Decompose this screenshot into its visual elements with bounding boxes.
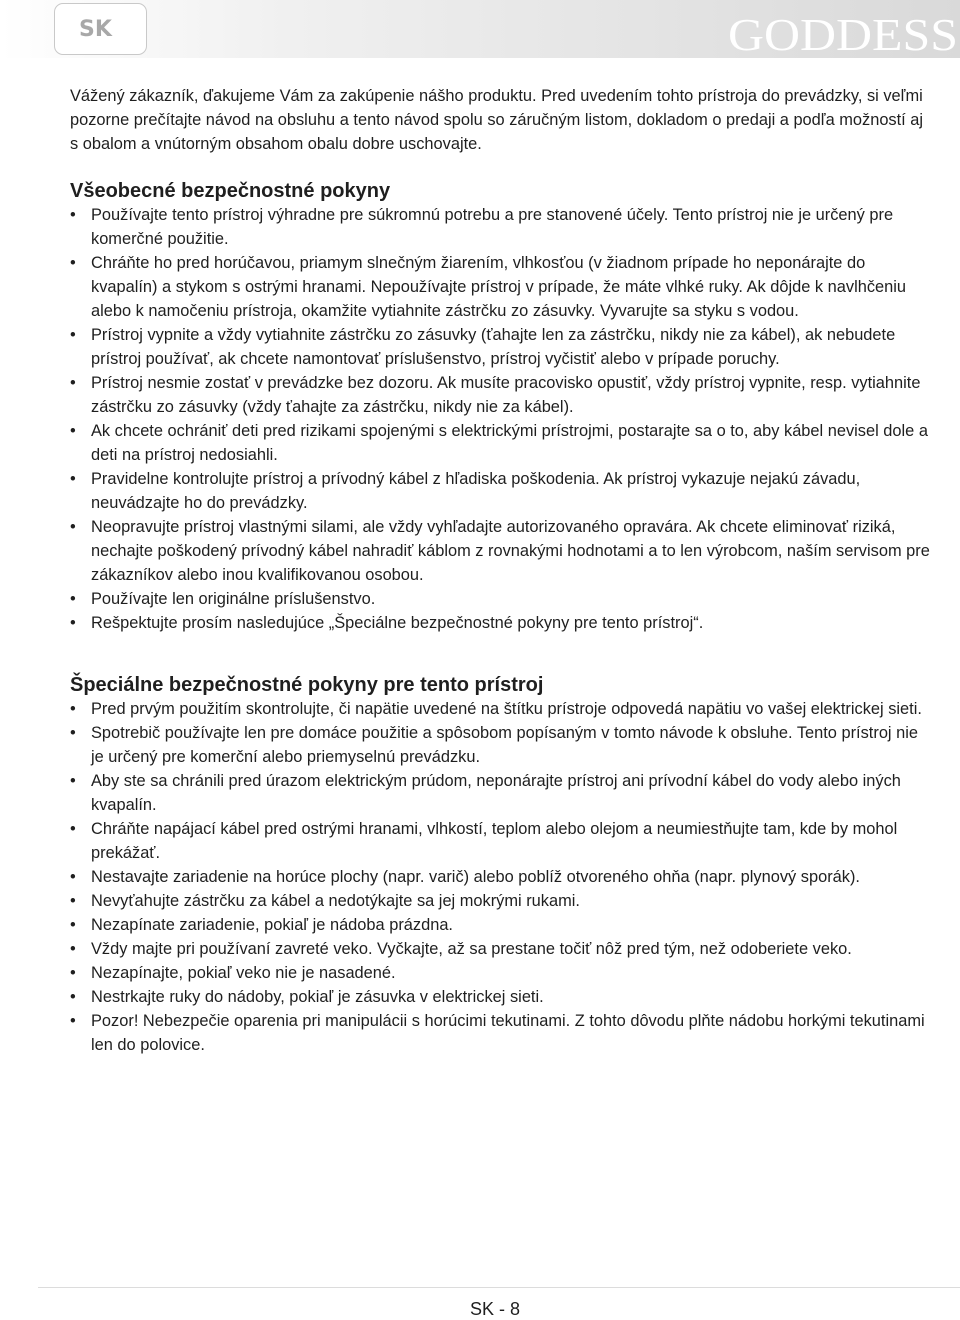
- section-title-special-safety: Špeciálne bezpečnostné pokyny pre tento prístroj: [70, 674, 544, 696]
- list-item: • Pravidelne kontrolujte prístroj a prívodný kábel z hľadiska poškodenia. Ak prístroj vykazuje nejakú závadu, neuvádzajte ho do prevádzky.: [70, 467, 930, 515]
- footer-divider: [38, 1287, 960, 1288]
- list-item: • Nestrkajte ruky do nádoby, pokiaľ je zásuvka v elektrickej sieti.: [70, 985, 930, 1009]
- page-number: SK - 8: [469, 1299, 521, 1319]
- list-item: • Neopravujte prístroj vlastnými silami, ale vždy vyhľadajte autorizovaného opravára. Ak chcete eliminovať riziká, nechajte poškodený prívodný kábel nahradiť káblom z rovnakými hodnotami a to len výrobcom, naším servisom pre zákazníkov alebo inou kvalifikovanou osobou.: [70, 515, 930, 587]
- document-body: [70, 84, 930, 1057]
- list-item: • Nezapínajte, pokiaľ veko nie je nasadené.: [70, 961, 930, 985]
- list-item: • Nestavajte zariadenie na horúce plochy (napr. varič) alebo poblíž otvoreného ohňa (napr. plynový sporák).: [70, 865, 930, 889]
- list-item: • Pred prvým použitím skontrolujte, či napätie uvedené na štítku prístroje odpovedá napätiu vo vašej elektrickej sieti.: [70, 697, 930, 721]
- list-item: • Spotrebič používajte len pre domáce použitie a spôsobom popísaným v tomto návode k obsluhe. Tento prístroj nie je určený pre komerční alebo priemyselnú prevádzku.: [70, 721, 930, 769]
- section-title-general-safety: Všeobecné bezpečnostné pokyny: [70, 180, 391, 202]
- general-safety-list: [70, 203, 930, 635]
- intro-paragraph: Vážený zákazník, ďakujeme Vám za zakúpenie nášho produktu. Pred uvedením tohto prístroja do prevádzky, si veľmi pozorne prečítajte návod na obsluhu a tento návod spolu so záručným listom, dokladom o predaji a podľa možností aj s obalom a vnútorným obsahom obalu dobre uschovajte.: [70, 87, 924, 153]
- list-item: • Ak chcete ochrániť deti pred rizikami spojenými s elektrickými prístrojmi, postarajte sa o to, aby kábel nevisel dole a deti na prístroj nedosiahli.: [70, 419, 930, 467]
- brand-logo-text: GODDESS: [728, 9, 958, 58]
- list-item: • Nezapínate zariadenie, pokiaľ je nádoba prázdna.: [70, 913, 930, 937]
- list-item: • Pozor! Nebezpečie oparenia pri manipulácii s horúcimi tekutinami. Z tohto dôvodu plňte nádobu horkými tekutinami len do polovice.: [70, 1009, 930, 1057]
- list-item: • Rešpektujte prosím nasledujúce „Špeciálne bezpečnostné pokyny pre tento prístroj“.: [70, 611, 930, 635]
- list-item: • Nevyťahujte zástrčku za kábel a nedotýkajte sa jej mokrými rukami.: [70, 889, 930, 913]
- list-item: • Chráňte ho pred horúčavou, priamym slnečným žiarením, vlhkosťou (v žiadnom prípade ho neponárajte do kvapalín) a stykom s ostrými hranami. Nepoužívajte prístroj v prípade, že máte vlhké ruky. Ak dôjde k navlhčeniu alebo k namočeniu prístroja, okamžite vytiahnite zástrčku zo zásuvky. Vyvarujte sa styku s vodou.: [70, 251, 930, 323]
- list-item: • Prístroj nesmie zostať v prevádzke bez dozoru. Ak musíte pracovisko opustiť, vždy prístroj vypnite, resp. vytiahnite zástrčku zo zásuvky (vždy ťahajte za zástrčku, nikdy nie za kábel).: [70, 371, 930, 419]
- special-safety-list: [70, 697, 930, 1057]
- list-item: • Chráňte napájací kábel pred ostrými hranami, vlhkostí, teplom alebo olejom a neumiestňujte tam, kde by mohol prekážať.: [70, 817, 930, 865]
- list-item: • Aby ste sa chránili pred úrazom elektrickým prúdom, neponárajte prístroj ani prívodní kábel do vody alebo iných kvapalín.: [70, 769, 930, 817]
- language-tab: SK: [54, 3, 147, 55]
- list-item: • Vždy majte pri používaní zavreté veko. Vyčkajte, až sa prestane točiť nôž pred tým, než odoberiete veko.: [70, 937, 930, 961]
- list-item: • Prístroj vypnite a vždy vytiahnite zástrčku zo zásuvky (ťahajte len za zástrčku, nikdy nie za kábel), ak nebudete prístroj používať, ak chcete namontovať príslušenstvo, prístroj vyčistiť alebo v prípade poruchy.: [70, 323, 930, 371]
- list-item: • Používajte tento prístroj výhradne pre súkromnú potrebu a pre stanovené účely. Tento prístroj nie je určený pre komerčné použitie.: [70, 203, 930, 251]
- brand-logo: [728, 8, 960, 58]
- list-item: • Používajte len originálne príslušenstvo.: [70, 587, 930, 611]
